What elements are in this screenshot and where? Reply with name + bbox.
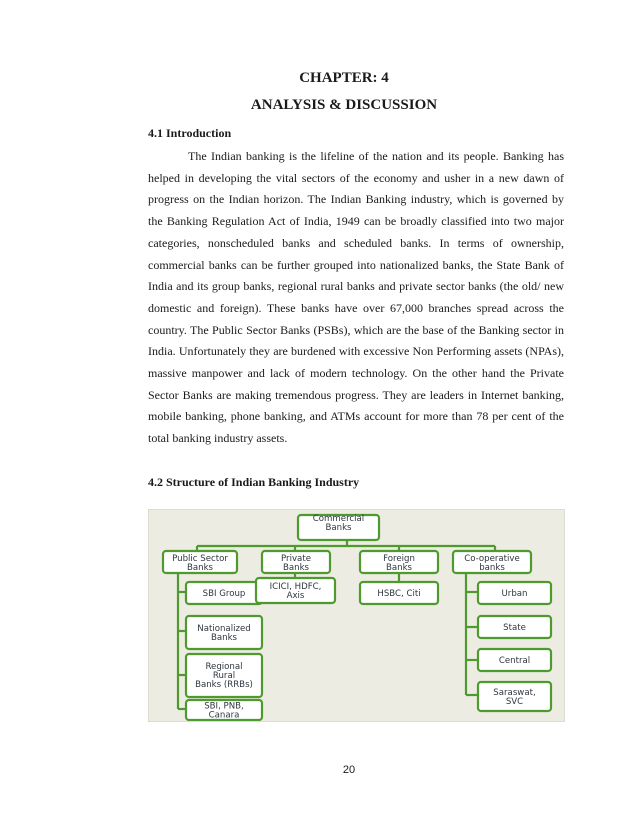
label-sbi-group: SBI Group — [202, 589, 246, 599]
label-central: Central — [498, 656, 531, 666]
introduction-paragraph: The Indian banking is the lifeline of the nation and its people. Banking has helped in developing the vital sectors of the economy and usher in a new dawn of progress on the Indian horizon. The Indian Banking industry, which is governed by the Banking Regulation Act of India, 1949 can be broadly classified into two major categories, nonscheduled banks and scheduled banks. In terms of ownership, commercial banks can be further grouped into nationalized banks, the State Bank of India and its group banks, regional rural banks and private sector banks (the old/ new domestic and foreign). These banks have over 67,000 branches spread across the country. The Public Sector Banks (PSBs), which are the base of the Banking sector in India. Unfortunately they are burdened with excessive Non Performing assets (NPAs), massive manpower and lack of modern technology. On the other hand the Private Sector Banks are making tremendous progress. They are leaders in Internet banking, mobile banking, phone banking, and ATMs account for more than 78 per cent of the total banking industry assets. — [148, 149, 564, 446]
label-commercial-banks: Commercial Banks — [312, 513, 365, 534]
label-public-sector-banks: Public Sector Banks — [172, 553, 228, 574]
section-heading-structure: 4.2 Structure of Indian Banking Industry — [148, 475, 360, 489]
label-sbi-pnb-canara: SBI, PNB, Canara — [204, 701, 244, 721]
label-icici-hdfc-axis: ICICI, HDFC, Axis — [269, 581, 322, 602]
label-hsbc-citi: HSBC, Citi — [377, 589, 421, 599]
label-private-banks: Private Banks — [281, 553, 311, 574]
chapter-title: ANALYSIS & DISCUSSION — [250, 97, 438, 113]
page-number: 20 — [342, 764, 356, 776]
diagram-canvas — [149, 510, 564, 721]
label-nationalized-banks: Nationalized Banks — [197, 623, 251, 644]
label-state: State — [503, 623, 526, 633]
label-saraswat-svc: Saraswat, SVC — [493, 687, 536, 708]
section-heading-introduction: 4.1 Introduction — [148, 126, 232, 140]
label-urban: Urban — [501, 589, 528, 599]
label-foreign-banks: Foreign Banks — [383, 553, 415, 574]
label-regional-rural-banks: Regional Rural Banks (RRBs) — [195, 661, 253, 691]
chapter-number: CHAPTER: 4 — [299, 70, 389, 86]
label-cooperative-banks: Co-operative banks — [464, 553, 520, 574]
banking-structure-diagram — [148, 509, 565, 722]
